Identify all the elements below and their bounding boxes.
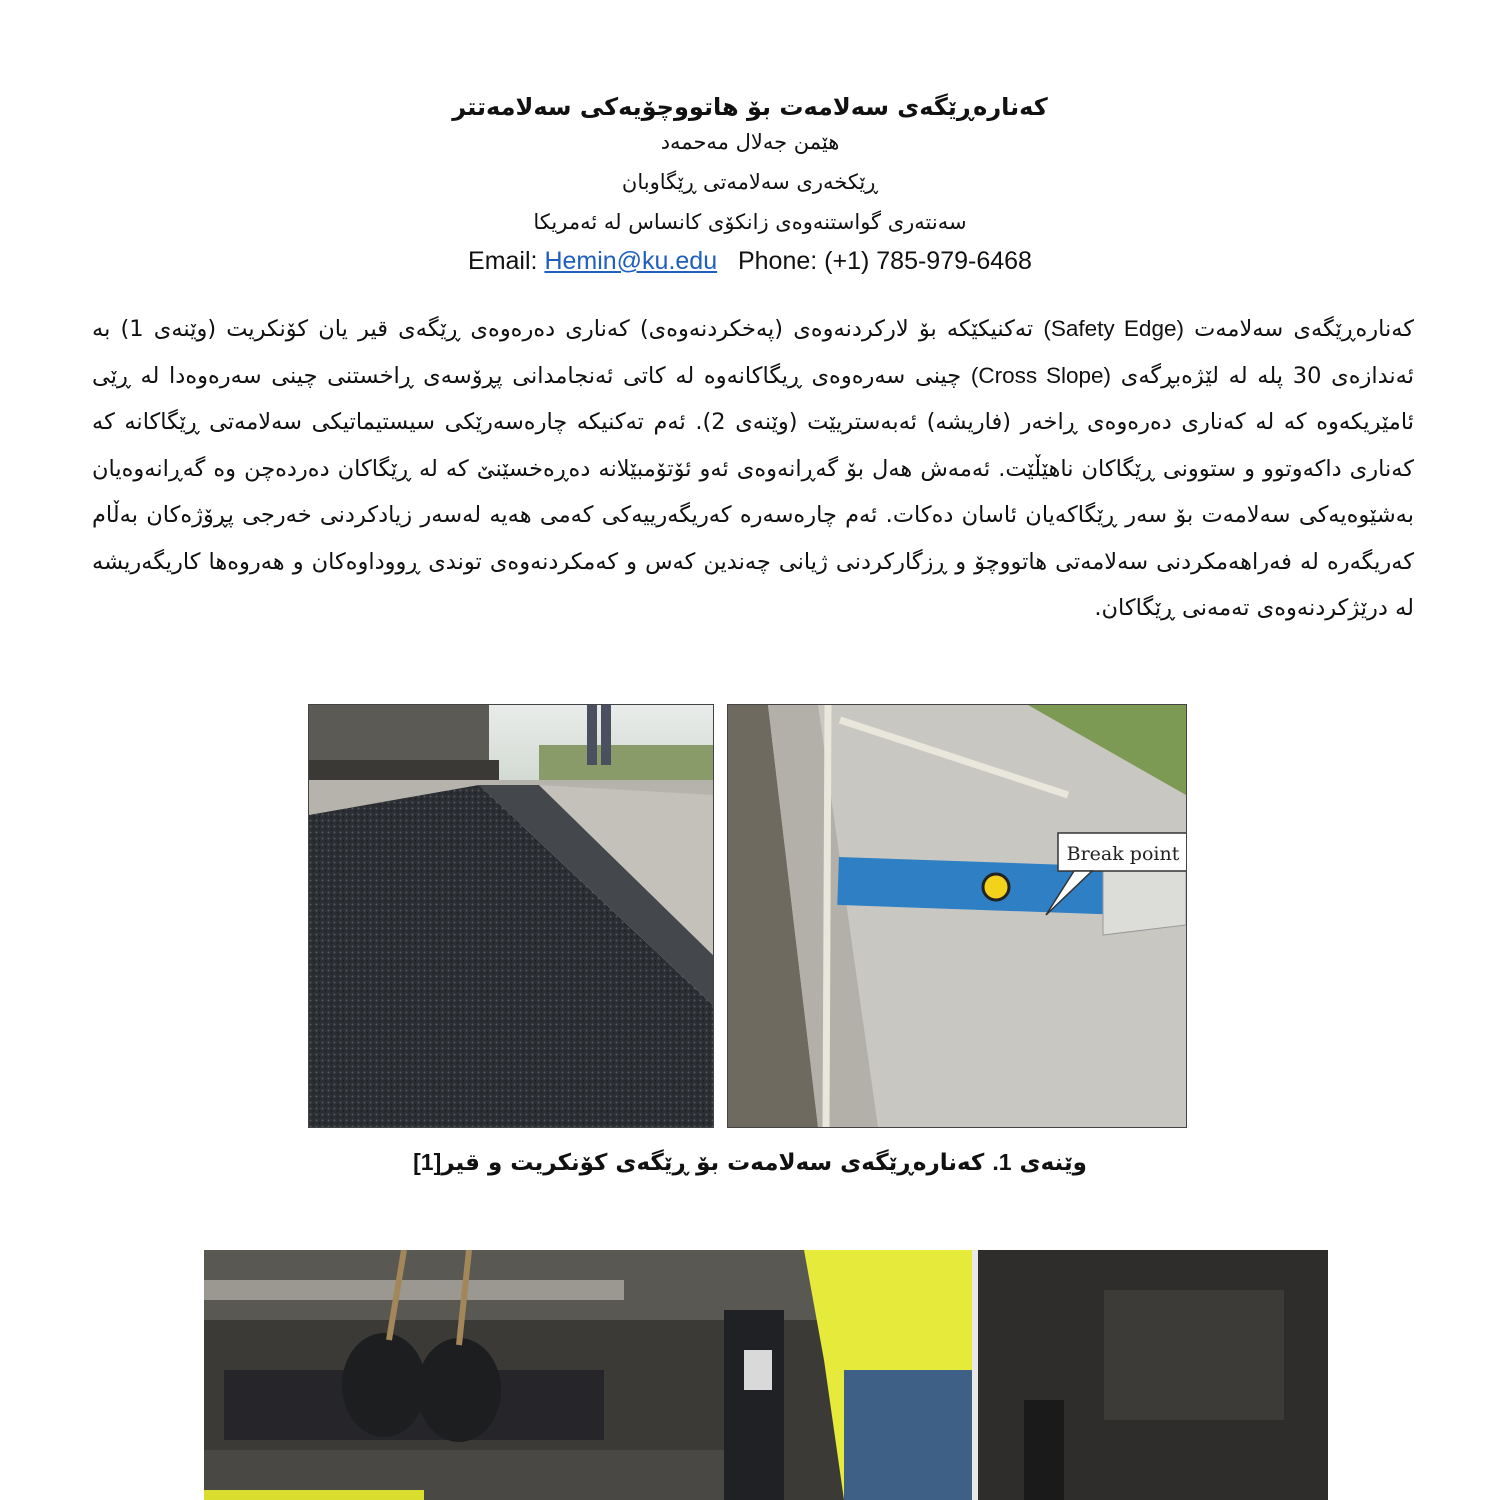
author-role: ڕێکخەری سەلامەتی ڕێگاوبان [621,170,879,194]
para-part-1: کەنارەڕێگەی سەلامەت [1194,316,1415,342]
caption-reference: [1] [413,1149,442,1175]
caption-prefix: وێنەی [1019,1150,1087,1176]
paver-equipment-photo [204,1250,1328,1500]
phone-label: Phone: [737,247,818,275]
document-title: کەنارەڕێگەی سەلامەت بۆ هاتووچۆیەکی سەلامەتتر [452,93,1048,121]
caption-number: 1. [992,1149,1012,1175]
para-part-2: تەکنیکێکە بۆ لارکردنەوەی (پەخکردنەوەی) کەناری دەرەوەی ڕێگەی قیر یان کۆنکریت (وێنەی 1) بە ئەندازەی 30 پلە لە لێژەبڕگەی [92,316,1414,389]
body-paragraph [92,306,1414,632]
concrete-edge-photo [727,704,1187,1128]
term-safety-edge: (Safety Edge) [1043,316,1184,341]
email-label: Email: [468,247,538,275]
break-point-label: Break point [1066,843,1180,865]
author-institution: سەنتەری گواستنەوەی زانکۆی کانساس لە ئەمریکا [533,210,967,234]
asphalt-edge-illustration [309,705,713,1127]
contact-line [0,244,1500,278]
document-header [0,92,1500,278]
para-part-3: چینی سەرەوەی ڕیگاکانەوە لە کاتی ئەنجامدانی پڕۆسەی ڕاخستنی چینی سەرەوەدا لە ڕێی ئامێریکەوە کە لە کەناری دەرەوەی ڕاخەر (فاریشە) ئەبەستریێت (وێنەی 2). ئەم تەکنیکە چارەسەرێکی سیستیماتیکی سەلامەتی ڕێگاکانە کە کەناری داکەوتوو و ستوونی ڕێگاکان ناهێڵێت. ئەمەش هەل بۆ گەڕانەوەی ئەو ئۆتۆمبێلانە دەڕەخسێنێ کە لە ڕێگاکان دەردەچن وە گەڕانەوەیان بەشێوەیەکی سەلامەت بۆ سەر ڕێگاکەیان ئاسان دەکات. ئەم چارەسەرە کەریگەرییەکی کەمی هەیە لەسەر زیادکردنی خەرجی پڕۆژەکان بەڵام کەریگەرە لە فەراهەمکردنی سەلامەتی هاتووچۆ و ڕزگارکردنی ژیانی چەندین کەس و کەمکردنەوەی توندی ڕووداوەکان و هەروەها کاریگەریشە لە درێژکردنەوەی تەمەنی ڕێگاکان. [92,362,1414,621]
concrete-edge-illustration [728,705,1186,1127]
figure-1-caption [0,1146,1500,1179]
author-name: هێمن جەلال مەحمەد [660,130,840,154]
asphalt-edge-photo [308,704,714,1128]
caption-text: کەنارەڕێگەی سەلامەت بۆ ڕێگەی کۆنکریت و قیر [441,1150,985,1176]
phone-number: (+1) 785-979-6468 [824,247,1032,275]
paver-illustration [204,1250,1328,1500]
email-link[interactable]: Hemin@ku.edu [544,247,718,275]
term-cross-slope: (Cross Slope) [970,362,1112,388]
